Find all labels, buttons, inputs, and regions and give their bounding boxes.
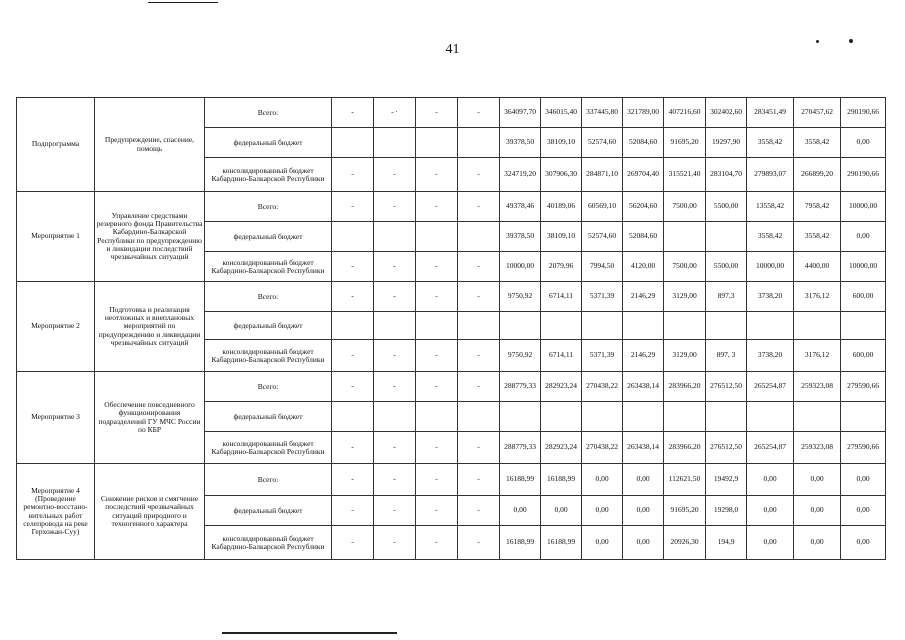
empty-year-cell: - (458, 252, 500, 282)
amount-cell: 7958,42 (794, 192, 841, 222)
amount-cell (794, 312, 841, 340)
amount-cell: 897, 3 (706, 340, 747, 372)
amount-cell: 5500,00 (706, 252, 747, 282)
amount-cell: 283451,49 (747, 98, 794, 128)
amount-cell (582, 312, 623, 340)
amount-cell: 0,00 (623, 526, 664, 560)
amount-cell: 276512,50 (706, 372, 747, 402)
amount-cell: 38109,10 (541, 128, 582, 158)
amount-cell: 0,00 (747, 464, 794, 496)
amount-cell: 10000,00 (841, 192, 886, 222)
table-row (17, 282, 886, 312)
amount-cell: 52084,60 (623, 222, 664, 252)
amount-cell: 3558,42 (794, 222, 841, 252)
amount-cell: 39378,50 (500, 128, 541, 158)
amount-cell: 7500,00 (664, 192, 706, 222)
amount-cell: 10000,00 (500, 252, 541, 282)
amount-cell: 0,00 (500, 496, 541, 526)
empty-year-cell: - (374, 432, 416, 464)
amount-cell: 9750,92 (500, 282, 541, 312)
amount-cell: 279590,66 (841, 432, 886, 464)
amount-cell: 16188,99 (541, 526, 582, 560)
empty-year-cell: - (458, 282, 500, 312)
amount-cell: 20926,30 (664, 526, 706, 560)
amount-cell: 315521,40 (664, 158, 706, 192)
empty-year-cell: - (374, 372, 416, 402)
empty-year-cell (416, 402, 458, 432)
block-description: Предупреждение, спасение, помощь (95, 98, 205, 192)
amount-cell: 6714,11 (541, 340, 582, 372)
page-number: 41 (445, 42, 460, 57)
amount-cell: 39378,50 (500, 222, 541, 252)
amount-cell: 279893,07 (747, 158, 794, 192)
amount-cell: 3558,42 (794, 128, 841, 158)
funding-source: консолидированный бюджет Кабардино-Балкарской Республики (205, 158, 332, 192)
amount-cell: 52574,60 (582, 128, 623, 158)
block-description: Управление средствами резервного фонда Правительства Кабардино-Балкарской Республики по предупреждению и ликвидации последствий чрезвычайных ситуаций (95, 192, 205, 282)
empty-year-cell: - (458, 372, 500, 402)
empty-year-cell: - (416, 340, 458, 372)
corner-mark-left (816, 40, 819, 43)
amount-cell: 19492,9 (706, 464, 747, 496)
amount-cell: 0,00 (582, 496, 623, 526)
amount-cell: 259323,08 (794, 372, 841, 402)
empty-year-cell: - (374, 464, 416, 496)
amount-cell: 269704,40 (623, 158, 664, 192)
amount-cell: 600,00 (841, 282, 886, 312)
amount-cell: 16188,99 (500, 464, 541, 496)
amount-cell: 13558,42 (747, 192, 794, 222)
empty-year-cell: - (416, 282, 458, 312)
amount-cell: 5371,39 (582, 340, 623, 372)
funding-source: консолидированный бюджет Кабардино-Балкарской Республики (205, 432, 332, 464)
empty-year-cell: - (416, 432, 458, 464)
amount-cell: 40189,06 (541, 192, 582, 222)
amount-cell: 19297,90 (706, 128, 747, 158)
block-label: Мероприятие 3 (17, 372, 95, 464)
empty-year-cell: - (458, 526, 500, 560)
table-row (17, 464, 886, 496)
amount-cell: 91695,20 (664, 496, 706, 526)
empty-year-cell: - (374, 252, 416, 282)
block-label: Мероприятие 4 (Проведение ремонтно-восстано-вительных работ селепровода на реке Герхожан-Суу) (17, 464, 95, 560)
amount-cell: 0,00 (747, 496, 794, 526)
amount-cell (582, 402, 623, 432)
empty-year-cell (332, 402, 374, 432)
empty-year-cell (332, 312, 374, 340)
amount-cell: 38109,10 (541, 222, 582, 252)
funding-source: федеральный бюджет (205, 222, 332, 252)
empty-year-cell (458, 402, 500, 432)
amount-cell: 2146,29 (623, 282, 664, 312)
amount-cell: 0,00 (841, 464, 886, 496)
empty-year-cell: - (374, 158, 416, 192)
amount-cell: 279590,66 (841, 372, 886, 402)
empty-year-cell: - (458, 340, 500, 372)
empty-year-cell: - (374, 526, 416, 560)
amount-cell: 259323,08 (794, 432, 841, 464)
funding-source: Всего: (205, 464, 332, 496)
amount-cell (706, 402, 747, 432)
amount-cell: 0,00 (841, 128, 886, 158)
amount-cell: 7500,00 (664, 252, 706, 282)
amount-cell: 0,00 (623, 496, 664, 526)
amount-cell (664, 222, 706, 252)
empty-year-cell: - (332, 192, 374, 222)
amount-cell: 6714,11 (541, 282, 582, 312)
empty-year-cell (374, 222, 416, 252)
empty-year-cell (416, 128, 458, 158)
empty-year-cell: - (332, 252, 374, 282)
empty-year-cell: - (332, 496, 374, 526)
amount-cell: 194,9 (706, 526, 747, 560)
amount-cell (541, 402, 582, 432)
amount-cell: 0,00 (794, 496, 841, 526)
amount-cell: 0,00 (841, 526, 886, 560)
empty-year-cell: - (416, 526, 458, 560)
empty-year-cell (416, 312, 458, 340)
empty-year-cell: - (332, 432, 374, 464)
amount-cell: 284871,10 (582, 158, 623, 192)
amount-cell (706, 222, 747, 252)
empty-year-cell: - (332, 340, 374, 372)
amount-cell: 346015,40 (541, 98, 582, 128)
amount-cell (841, 312, 886, 340)
empty-year-cell (458, 222, 500, 252)
amount-cell: 0,00 (841, 222, 886, 252)
amount-cell: 283104,70 (706, 158, 747, 192)
amount-cell (500, 312, 541, 340)
amount-cell: 283966,20 (664, 432, 706, 464)
amount-cell: 52084,60 (623, 128, 664, 158)
amount-cell: 52574,60 (582, 222, 623, 252)
amount-cell: 897,3 (706, 282, 747, 312)
amount-cell: 0,00 (623, 464, 664, 496)
amount-cell: 337445,80 (582, 98, 623, 128)
empty-year-cell (458, 128, 500, 158)
amount-cell: 3558,42 (747, 222, 794, 252)
amount-cell: 302402,60 (706, 98, 747, 128)
empty-year-cell (374, 312, 416, 340)
amount-cell: 283966,20 (664, 372, 706, 402)
amount-cell: 282923,24 (541, 372, 582, 402)
empty-year-cell (332, 222, 374, 252)
amount-cell (541, 312, 582, 340)
table-row (17, 98, 886, 128)
empty-year-cell: - (332, 526, 374, 560)
amount-cell: 4120,00 (623, 252, 664, 282)
empty-year-cell: - (374, 340, 416, 372)
amount-cell (664, 402, 706, 432)
amount-cell: 266899,20 (794, 158, 841, 192)
empty-year-cell: - (458, 432, 500, 464)
empty-year-cell (374, 128, 416, 158)
empty-year-cell: - (332, 282, 374, 312)
amount-cell: 0,00 (541, 496, 582, 526)
amount-cell: 263438,14 (623, 432, 664, 464)
amount-cell: 307906,30 (541, 158, 582, 192)
empty-year-cell: - · (374, 98, 416, 128)
empty-year-cell: - (458, 98, 500, 128)
amount-cell (706, 312, 747, 340)
empty-year-cell (416, 222, 458, 252)
amount-cell: 60569,10 (582, 192, 623, 222)
empty-year-cell: - (416, 192, 458, 222)
amount-cell (664, 312, 706, 340)
amount-cell: 270438,22 (582, 372, 623, 402)
funding-source: консолидированный бюджет Кабардино-Балкарской Республики (205, 340, 332, 372)
empty-year-cell: - (374, 496, 416, 526)
amount-cell: 0,00 (582, 526, 623, 560)
amount-cell: 112621,50 (664, 464, 706, 496)
amount-cell (841, 402, 886, 432)
amount-cell (623, 312, 664, 340)
amount-cell: 3176,12 (794, 340, 841, 372)
funding-source: федеральный бюджет (205, 128, 332, 158)
amount-cell: 270438,22 (582, 432, 623, 464)
funding-source: федеральный бюджет (205, 496, 332, 526)
amount-cell: 4400,00 (794, 252, 841, 282)
empty-year-cell (458, 312, 500, 340)
funding-source: Всего: (205, 98, 332, 128)
amount-cell: 0,00 (794, 464, 841, 496)
amount-cell: 0,00 (582, 464, 623, 496)
amount-cell: 0,00 (747, 526, 794, 560)
block-description: Обеспечение повседневного функционирования подразделений ГУ МЧС России по КБР (95, 372, 205, 464)
empty-year-cell: - (458, 192, 500, 222)
amount-cell: 5500,00 (706, 192, 747, 222)
amount-cell: 3129,00 (664, 282, 706, 312)
amount-cell: 0,00 (841, 496, 886, 526)
amount-cell: 600,00 (841, 340, 886, 372)
amount-cell: 19298,0 (706, 496, 747, 526)
funding-source: федеральный бюджет (205, 402, 332, 432)
amount-cell: 407216,60 (664, 98, 706, 128)
amount-cell: 265254,87 (747, 432, 794, 464)
block-description: Подготовка и реализация неотложных и внеплановых мероприятий по предупреждению и ликвидации чрезвычайных ситуаций (95, 282, 205, 372)
empty-year-cell: - (332, 158, 374, 192)
empty-year-cell: - (374, 192, 416, 222)
empty-year-cell: - (332, 372, 374, 402)
amount-cell: 10000,00 (841, 252, 886, 282)
funding-source: Всего: (205, 282, 332, 312)
empty-year-cell: - (458, 464, 500, 496)
amount-cell: 321789,00 (623, 98, 664, 128)
funding-source: консолидированный бюджет Кабардино-Балкарской Республики (205, 526, 332, 560)
amount-cell (500, 402, 541, 432)
funding-source: Всего: (205, 192, 332, 222)
amount-cell: 56204,60 (623, 192, 664, 222)
amount-cell: 3738,20 (747, 282, 794, 312)
amount-cell (623, 402, 664, 432)
amount-cell: 49378,46 (500, 192, 541, 222)
amount-cell: 3176,12 (794, 282, 841, 312)
table-body (17, 98, 886, 560)
top-rule (148, 2, 218, 3)
empty-year-cell: - (332, 98, 374, 128)
amount-cell: 7994,50 (582, 252, 623, 282)
amount-cell: 288779,33 (500, 372, 541, 402)
amount-cell: 5371,39 (582, 282, 623, 312)
block-label: Подпрограмма (17, 98, 95, 192)
amount-cell: 276512,50 (706, 432, 747, 464)
amount-cell: 16188,99 (541, 464, 582, 496)
amount-cell: 9750,92 (500, 340, 541, 372)
empty-year-cell: - (416, 158, 458, 192)
empty-year-cell: - (416, 464, 458, 496)
funding-source: федеральный бюджет (205, 312, 332, 340)
table-row (17, 192, 886, 222)
empty-year-cell: - (416, 98, 458, 128)
amount-cell: 324719,20 (500, 158, 541, 192)
empty-year-cell: - (416, 496, 458, 526)
block-label: Мероприятие 2 (17, 282, 95, 372)
amount-cell: 290190,66 (841, 158, 886, 192)
amount-cell: 364097,70 (500, 98, 541, 128)
empty-year-cell: - (458, 158, 500, 192)
amount-cell: 3558,42 (747, 128, 794, 158)
bottom-rule (222, 632, 397, 634)
funding-source: консолидированный бюджет Кабардино-Балкарской Республики (205, 252, 332, 282)
amount-cell: 270457,62 (794, 98, 841, 128)
amount-cell: 3129,00 (664, 340, 706, 372)
empty-year-cell (332, 128, 374, 158)
corner-mark-right (849, 39, 853, 43)
amount-cell: 3738,20 (747, 340, 794, 372)
empty-year-cell: - (416, 252, 458, 282)
empty-year-cell: - (332, 464, 374, 496)
amount-cell: 265254,87 (747, 372, 794, 402)
amount-cell: 16188,99 (500, 526, 541, 560)
funding-source: Всего: (205, 372, 332, 402)
empty-year-cell: - (416, 372, 458, 402)
amount-cell (747, 312, 794, 340)
amount-cell: 263438,14 (623, 372, 664, 402)
block-description: Снижение рисков и смягчение последствий чрезвычайных ситуаций природного и техногенного характера (95, 464, 205, 560)
empty-year-cell (374, 402, 416, 432)
amount-cell (794, 402, 841, 432)
budget-table (16, 97, 886, 560)
amount-cell: 2079,96 (541, 252, 582, 282)
amount-cell: 2146,29 (623, 340, 664, 372)
amount-cell: 288779,33 (500, 432, 541, 464)
empty-year-cell: - (374, 282, 416, 312)
amount-cell: 91695,20 (664, 128, 706, 158)
amount-cell (747, 402, 794, 432)
empty-year-cell: - (458, 496, 500, 526)
table-row (17, 372, 886, 402)
amount-cell: 10000,00 (747, 252, 794, 282)
amount-cell: 0,00 (794, 526, 841, 560)
amount-cell: 282923,24 (541, 432, 582, 464)
amount-cell: 290190,66 (841, 98, 886, 128)
block-label: Мероприятие 1 (17, 192, 95, 282)
